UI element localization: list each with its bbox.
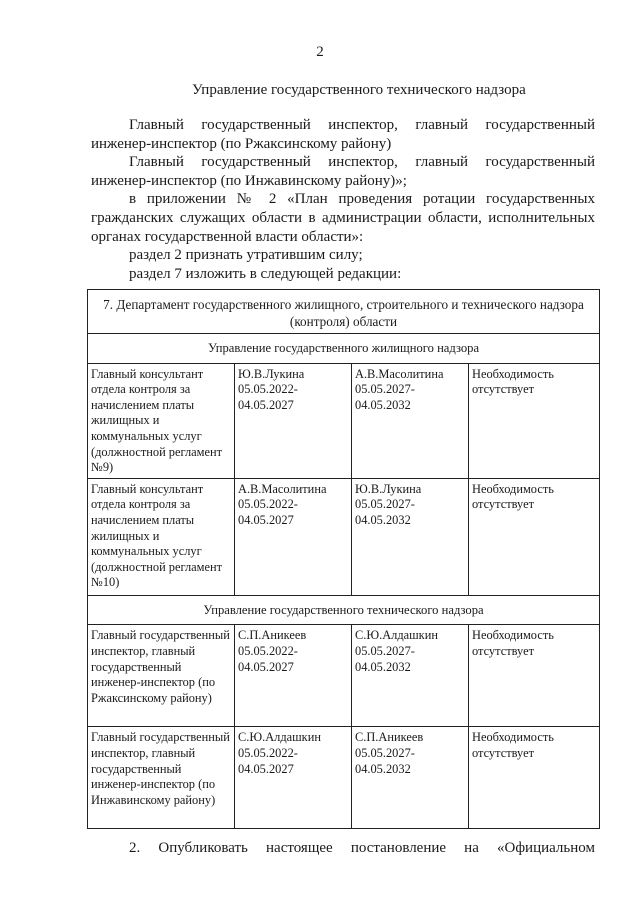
note-cell: Необходимость отсутствует	[469, 625, 600, 727]
paragraph-2: Главный государственный инспектор, главный государственный инженер-инспектор (по Инжавинскому району)»;	[91, 154, 595, 189]
section-heading: Управление государственного технического надзора	[192, 82, 526, 98]
person-cell: А.В.Масолитина 05.05.2022-04.05.2027	[235, 478, 352, 595]
person-cell: С.Ю.Алдашкин 05.05.2027-04.05.2032	[352, 625, 469, 727]
paragraph-1: Главный государственный инспектор, главный государственный инженер-инспектор (по Ржаксинскому району)	[91, 117, 595, 152]
table-title: 7. Департамент государственного жилищного, строительного и технического надзора (контроля) области	[88, 290, 600, 334]
position-cell: Главный консультант отдела контроля за начислением платы жилищных и коммунальных услуг (должностной регламент №10)	[88, 478, 235, 595]
person-cell: Ю.В.Лукина 05.05.2027-04.05.2032	[352, 478, 469, 595]
position-cell: Главный консультант отдела контроля за начислением платы жилищных и коммунальных услуг (должностной регламент №9)	[88, 363, 235, 478]
table-row	[88, 727, 600, 829]
person-cell: С.П.Аникеев 05.05.2027-04.05.2032	[352, 727, 469, 829]
table-row	[88, 478, 600, 595]
position-cell: Главный государственный инспектор, главный государственный инженер-инспектор (по Инжавинскому району)	[88, 727, 235, 829]
table-section-header: Управление государственного жилищного надзора	[88, 334, 600, 364]
note-cell: Необходимость отсутствует	[469, 363, 600, 478]
note-cell: Необходимость отсутствует	[469, 478, 600, 595]
table-row	[88, 625, 600, 727]
body-text	[91, 116, 595, 283]
table-section-header: Управление государственного технического надзора	[88, 595, 600, 625]
person-cell: Ю.В.Лукина 05.05.2022-04.05.2027	[235, 363, 352, 478]
person-cell: А.В.Масолитина 05.05.2027-04.05.2032	[352, 363, 469, 478]
paragraph-3: в приложении № 2 «План проведения ротации государственных гражданских служащих области в администрации области, исполнительных органах государственной власти области»:	[91, 191, 595, 245]
rotation-table	[87, 289, 600, 829]
paragraph-4: раздел 2 признать утратившим силу;	[129, 247, 363, 264]
table-row	[88, 363, 600, 478]
person-cell: С.П.Аникеев 05.05.2022-04.05.2027	[235, 625, 352, 727]
page-number: 2	[316, 44, 324, 60]
paragraph-5: раздел 7 изложить в следующей редакции:	[129, 265, 402, 282]
position-cell: Главный государственный инспектор, главный государственный инженер-инспектор (по Ржаксинскому району)	[88, 625, 235, 727]
person-cell: С.Ю.Алдашкин 05.05.2022-04.05.2027	[235, 727, 352, 829]
note-cell: Необходимость отсутствует	[469, 727, 600, 829]
footer-paragraph: 2. Опубликовать настоящее постановление на «Официальном	[129, 840, 595, 856]
